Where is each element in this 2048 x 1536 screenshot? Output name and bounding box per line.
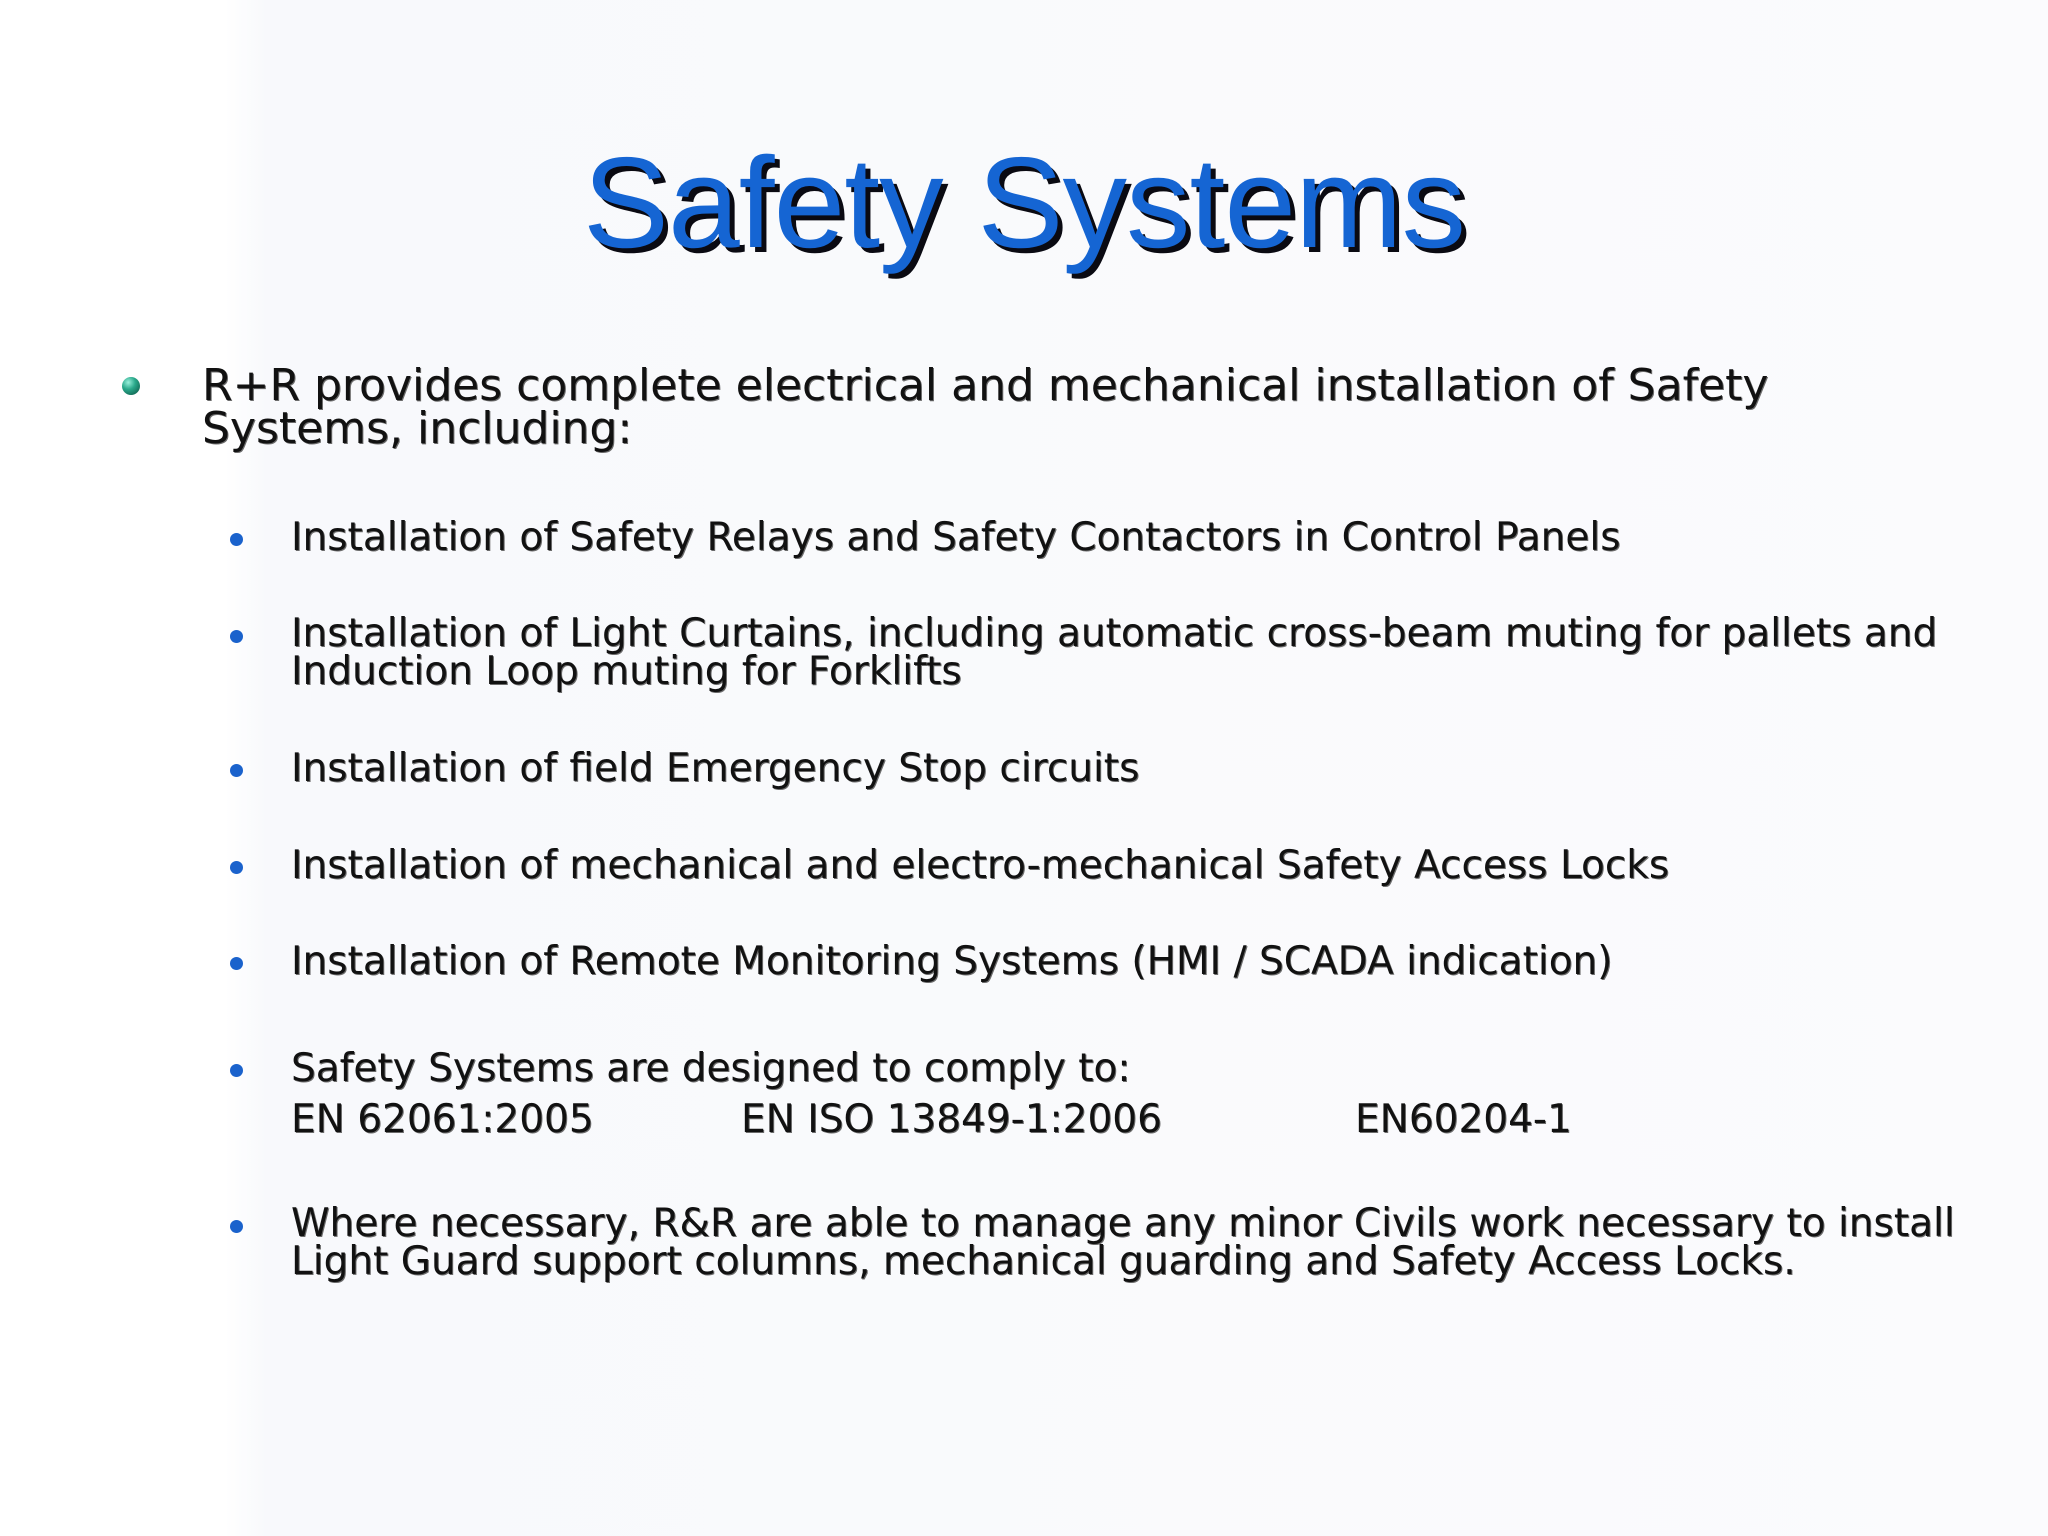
list-item: Installation of mechanical and electro-mechanical Safety Access Locks bbox=[291, 843, 1670, 888]
bullet-dot-icon bbox=[230, 1220, 243, 1233]
main-bullet-icon bbox=[122, 377, 140, 395]
standard-label: EN 62061:2005 bbox=[291, 1097, 594, 1142]
standards-row bbox=[291, 1098, 1691, 1142]
list-item: Installation of Light Curtains, including automatic cross-beam muting for pallets and Induction Loop muting for Forklifts bbox=[291, 611, 1938, 694]
bullet-dot-icon bbox=[230, 861, 243, 874]
list-item: Installation of Remote Monitoring Systems (HMI / SCADA indication) bbox=[291, 939, 1613, 984]
bullet-dot-icon bbox=[230, 533, 243, 546]
intro-text: R+R provides complete electrical and mechanical installation of Safety Systems, including: bbox=[202, 360, 1769, 454]
bullet-dot-icon bbox=[230, 764, 243, 777]
standard-label: EN ISO 13849-1:2006 bbox=[741, 1097, 1162, 1142]
list-item: Installation of field Emergency Stop circuits bbox=[291, 746, 1140, 791]
list-item: Where necessary, R&R are able to manage any minor Civils work necessary to install Light Guard support columns, mechanical guarding and Safety Access Locks. bbox=[291, 1201, 1955, 1284]
list-item: Installation of Safety Relays and Safety Contactors in Control Panels bbox=[291, 515, 1621, 560]
bullet-dot-icon bbox=[230, 1064, 243, 1077]
standard-label: EN60204-1 bbox=[1355, 1097, 1572, 1142]
slide-title: Safety Systems bbox=[582, 131, 1466, 275]
list-item: Safety Systems are designed to comply to: bbox=[291, 1046, 1131, 1091]
bullet-dot-icon bbox=[230, 630, 243, 643]
bullet-dot-icon bbox=[230, 957, 243, 970]
